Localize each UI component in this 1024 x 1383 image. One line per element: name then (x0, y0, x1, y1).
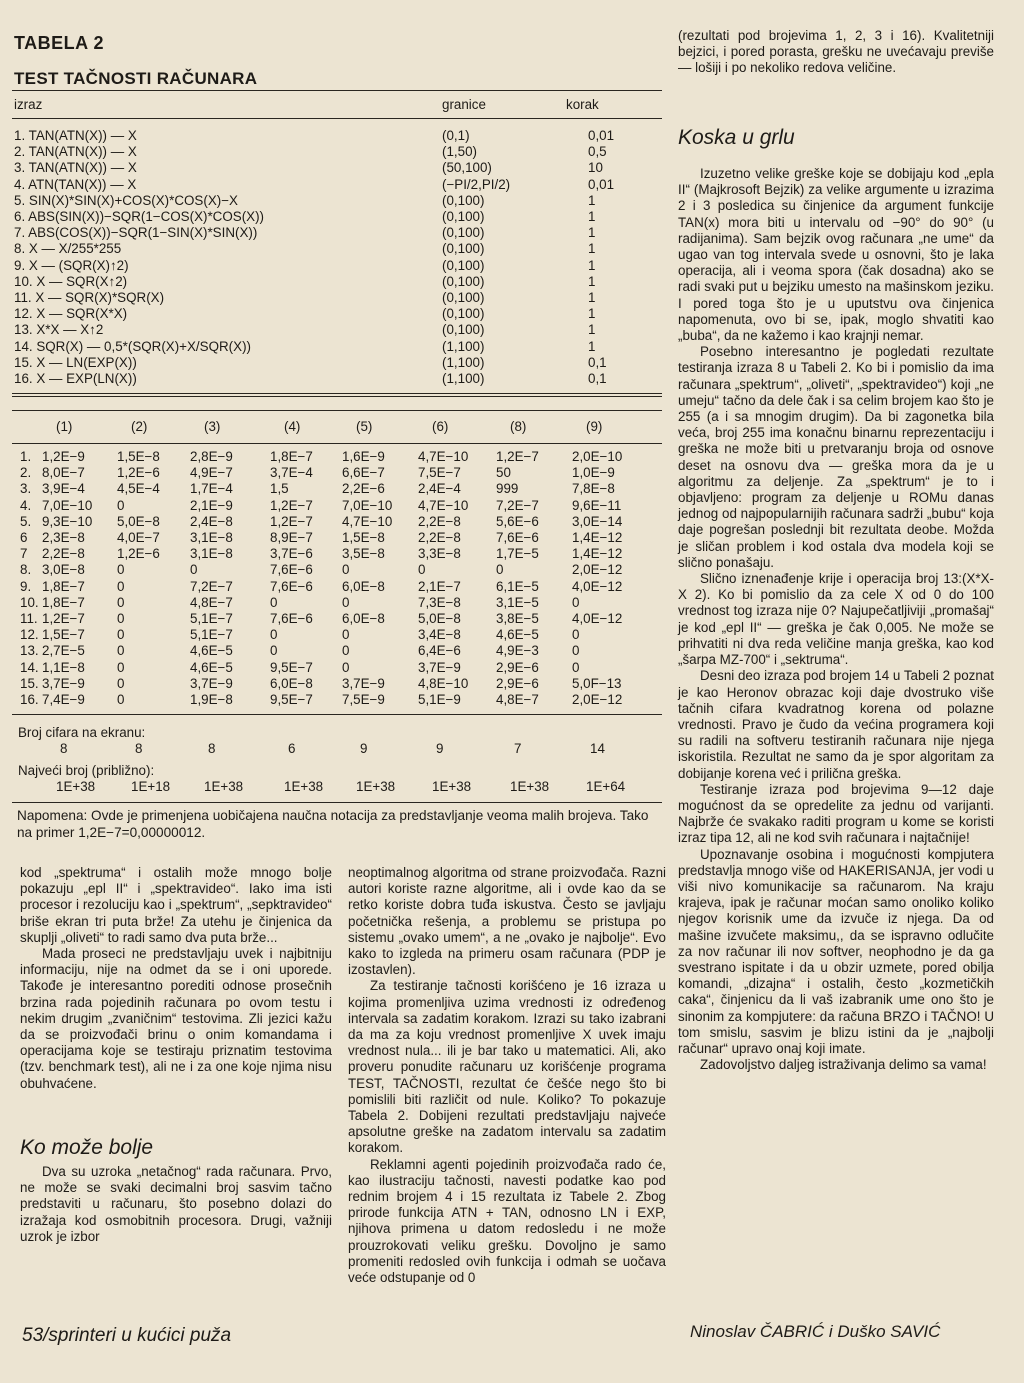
table-row (14, 306, 664, 322)
result-cell: 1,8E−7 (42, 594, 85, 610)
result-cell: 0 (117, 497, 125, 513)
maxnum-row (14, 779, 664, 797)
result-cell: 1,5E−8 (342, 530, 385, 545)
result-cell: 2,1E−9 (190, 497, 233, 513)
result-cell: 2,0E−10 (572, 449, 623, 464)
table-row (14, 160, 664, 176)
result-cell: 1,4E−12 (572, 530, 623, 545)
result-cell: 1,8E−7 (42, 578, 85, 594)
result-cell: 1,0E−9 (572, 465, 615, 481)
result-cell: 4,6E−5 (190, 659, 233, 675)
table-row (14, 498, 664, 514)
row-expression: 11. X — SQR(X)*SQR(X) (14, 290, 165, 305)
row-number: 12. (20, 627, 39, 643)
table-row (14, 449, 664, 465)
page-footer: 53/sprinteri u kućici puža (22, 1325, 232, 1346)
result-cell: 5,1E−7 (190, 611, 233, 626)
result-cell: 3,1E−8 (190, 530, 233, 545)
result-cell: 0 (117, 659, 125, 675)
digits-cell: 8 (208, 741, 216, 756)
digits-cell: 7 (514, 741, 522, 756)
digits-cell: 6 (288, 741, 296, 756)
table-header (14, 97, 664, 117)
row-number: 6 (20, 530, 28, 545)
result-cell: 1,2E−7 (270, 513, 313, 529)
digits-row (14, 741, 664, 759)
table-row (14, 241, 664, 257)
result-cell: 1,2E−7 (496, 449, 539, 464)
left-heading: Ko može bolje (20, 1136, 154, 1159)
table-row (14, 355, 664, 371)
result-cell: 1,5E−8 (117, 449, 160, 464)
row-range: (0,100) (442, 209, 485, 224)
row-number: 3. (20, 481, 32, 497)
result-cell: 4,8E−10 (418, 675, 469, 691)
result-cell: 7,6E−6 (496, 530, 539, 545)
result-cell: 7,2E−7 (496, 497, 539, 513)
result-cell: 5,1E−7 (190, 627, 233, 643)
paragraph: Desni deo izraza pod brojem 14 u Tabeli 2 poznat je kao Heronov obrazac koji daje dvostruko više tačnih cifara kvadratnog korena od polazne vrednosti. Pravo je čudo da većina programera koji su radili na softveru testiranih računara nije njega iskoristila. Rezultat ne samo da je spor algoritam za dobijanje korena već i prilična greška. (678, 668, 994, 781)
row-range: (0,100) (442, 192, 485, 208)
paragraph: Za testiranje tačnosti korišćeno je 16 izraza u kojima promenljiva uzima vrednosti iz određenog intervala sa zadatim korakom. Izrazi su tako izabrani da ma za koju vrednost promenljive X uvek imaju vrednost nula... ili je bar tako u matematici. Ali, ako proveru ponudite računaru uz korišćenje programa TEST, TAČNOSTI, rezultat će češće nego što bi pomislili biti različit od nule. Koliko? To pokazuje Tabela 2. Dobijeni rezultati predstavljaju najveće apsolutne greške na zadatom intervalu sa zadatim korakom. (348, 978, 666, 1156)
result-cell: 3,3E−8 (418, 546, 461, 562)
left-column (20, 865, 332, 1092)
row-number: 15. (20, 675, 39, 691)
row-range: (50,100) (442, 160, 492, 176)
result-cell: 0 (572, 627, 580, 643)
result-cell: 4,5E−4 (117, 481, 160, 497)
maxnum-cell: 1E+38 (432, 779, 472, 794)
result-cell: 1,1E−8 (42, 659, 85, 675)
result-cell: 3,5E−8 (342, 546, 385, 562)
result-cell: 50 (496, 465, 511, 481)
row-step: 1 (588, 241, 596, 257)
table-row (14, 627, 664, 643)
result-cell: 7,0E−10 (342, 497, 393, 513)
note-rule (12, 802, 662, 803)
result-cell: 0 (190, 562, 198, 578)
result-cell: 7,0E−10 (42, 497, 93, 513)
results-bottom-rule (12, 714, 662, 715)
result-cell: 3,7E−9 (342, 675, 385, 691)
result-cell: 8,0E−7 (42, 465, 85, 481)
result-cell: 3,0E−8 (42, 562, 85, 578)
row-range: (0,100) (442, 273, 485, 289)
results-top-rule (12, 410, 662, 411)
header-rule (12, 118, 662, 119)
result-cell: 7,2E−7 (190, 578, 233, 594)
result-cell: 5,0E−8 (117, 513, 160, 529)
header-step: korak (566, 97, 599, 112)
result-cell: 6,1E−5 (496, 578, 539, 594)
row-number: 10. (20, 594, 39, 610)
result-cell: 0 (342, 562, 350, 578)
row-step: 0,01 (588, 128, 615, 143)
maxnum-cell: 1E+64 (586, 779, 626, 794)
result-cell: 2,2E−8 (418, 513, 461, 529)
result-cell: 0 (342, 659, 350, 675)
table-row (14, 465, 664, 481)
table-row (14, 562, 664, 578)
row-step: 0,5 (588, 144, 607, 160)
result-cell: 2,9E−6 (496, 675, 539, 691)
row-step: 1 (588, 290, 596, 305)
row-step: 1 (588, 192, 596, 208)
result-cell: 4,0E−12 (572, 611, 623, 626)
table-row (14, 595, 664, 611)
results-header (14, 419, 664, 437)
paragraph: Izuzetno velike greške koje se dobijaju kod „epla II“ (Majkrosoft Bejzik) za velike argumente u izrazima 2 i 3 posledica su činjenice da argument funkcije TAN(x) mora biti u intervalu od −90° do 90° (u radijanima). Sam bejzik ovog računara „ne ume“ da ugao van tog intervala svede u osnovni, što je laka operacija, ali i veoma spora (čak dosadna) ako se radi svaki put u bejziku umesto na mašinskom jeziku. I pored toga što je u uputstvu ova činjenica napomenuta, ovo bi se, ipak, moglo shvatiti kao „buba“, da ne kažemo i kao krajnji nemar. (678, 166, 994, 344)
row-step: 1 (588, 257, 596, 273)
result-cell: 4,8E−7 (190, 594, 233, 610)
result-cell: 7,3E−8 (418, 594, 461, 610)
table-row (14, 579, 664, 595)
table-note: Napomena: Ovde je primenjena uobičajena naučna notacija za predstavljanje veoma malih brojeva. Tako na primer 1,2E−7=0,00000012. (17, 808, 649, 840)
row-expression: 1. TAN(ATN(X)) — X (14, 128, 137, 143)
table-row (14, 225, 664, 241)
table-row (14, 193, 664, 209)
maxnum-cell: 1E+38 (510, 779, 550, 794)
result-cell: 7,5E−9 (342, 692, 385, 707)
paragraph: Dva su uzroka „netačnog“ rada računara. Prvo, ne može se svaki decimalni broj sasvim tačno predstaviti u računaru, što posebno dolazi do izražaja kod osmobitnih procesora. Drugi, važniji uzrok je izbor (20, 1164, 332, 1244)
result-cell: 6,0E−8 (342, 578, 385, 594)
results-column-header: (8) (510, 419, 527, 434)
result-cell: 4,9E−7 (190, 465, 233, 481)
row-range: (0,100) (442, 290, 485, 305)
table-row (14, 274, 664, 290)
result-cell: 0 (572, 594, 580, 610)
row-expression: 2. TAN(ATN(X)) — X (14, 144, 137, 160)
row-expression: 9. X — (SQR(X)↑2) (14, 257, 129, 273)
row-number: 8. (20, 562, 32, 578)
table-row (14, 676, 664, 692)
result-cell: 0 (342, 627, 350, 643)
result-cell: 0 (418, 562, 426, 578)
result-cell: 3,8E−5 (496, 611, 539, 626)
result-cell: 2,4E−8 (190, 513, 233, 529)
result-cell: 7,6E−6 (270, 578, 313, 594)
result-cell: 6,4E−6 (418, 643, 461, 659)
table-row (14, 611, 664, 627)
result-cell: 2,7E−5 (42, 643, 85, 659)
result-cell: 2,8E−9 (190, 449, 233, 464)
maxnum-cell: 1E+38 (284, 779, 324, 794)
result-cell: 4,6E−5 (496, 627, 539, 643)
result-cell: 1,4E−12 (572, 546, 623, 562)
result-cell: 1,2E−7 (42, 611, 85, 626)
result-cell: 6,6E−7 (342, 465, 385, 481)
result-cell: 1,6E−9 (342, 449, 385, 464)
result-cell: 5,0F−13 (572, 675, 622, 691)
result-cell: 0 (117, 692, 125, 707)
result-cell: 7,6E−6 (270, 562, 313, 578)
row-range: (1,50) (442, 144, 477, 160)
result-cell: 7,8E−8 (572, 481, 615, 497)
result-cell: 3,7E−9 (190, 675, 233, 691)
result-cell: 6,0E−8 (270, 675, 313, 691)
digits-label: Broj cifara na ekranu: (18, 725, 146, 740)
table-row (14, 177, 664, 193)
row-range: (0,100) (442, 306, 485, 322)
right-column-top: (rezultati pod brojevima 1, 2, 3 i 16). Kvalitetniji bejzici, i pored porasta, grešku ne uvećavaju previše — lošiji i po nekoliko redova veličine. (678, 28, 994, 76)
row-step: 0,01 (588, 176, 615, 192)
maxnum-cell: 1E+18 (131, 779, 171, 794)
digits-cell: 14 (590, 741, 605, 756)
left-column-continued (20, 1164, 332, 1245)
result-cell: 2,0E−12 (572, 562, 623, 578)
row-step: 1 (588, 209, 596, 224)
row-step: 1 (588, 225, 596, 241)
result-cell: 5,0E−8 (418, 611, 461, 626)
table-row (14, 530, 664, 546)
table-row (14, 660, 664, 676)
result-cell: 1,2E−6 (117, 465, 160, 481)
row-number: 9. (20, 578, 32, 594)
table-title: TEST TAČNOSTI RAČUNARA (14, 69, 258, 88)
result-cell: 4,8E−7 (496, 692, 539, 707)
table-row (14, 322, 664, 338)
result-cell: 7,6E−6 (270, 611, 313, 626)
result-cell: 9,3E−10 (42, 513, 93, 529)
result-cell: 2,3E−8 (42, 530, 85, 545)
result-cell: 2,4E−4 (418, 481, 461, 497)
result-cell: 1,2E−9 (42, 449, 85, 464)
result-cell: 4,0E−12 (572, 578, 623, 594)
result-cell: 5,1E−9 (418, 692, 461, 707)
result-cell: 1,5E−7 (42, 627, 85, 643)
digits-cell: 8 (60, 741, 68, 756)
result-cell: 0 (117, 594, 125, 610)
table-row (14, 128, 664, 144)
table-row (14, 643, 664, 659)
result-cell: 0 (117, 675, 125, 691)
result-cell: 4,7E−10 (418, 497, 469, 513)
title-rule (12, 90, 662, 91)
result-cell: 3,0E−14 (572, 513, 623, 529)
header-expr: izraz (14, 97, 43, 112)
table-label: TABELA 2 (14, 33, 105, 53)
result-cell: 1,5 (270, 481, 289, 497)
middle-column (348, 865, 666, 1286)
result-cell: 3,1E−8 (190, 546, 233, 562)
result-cell: 3,7E−6 (270, 546, 313, 562)
results-column-header: (1) (56, 419, 73, 434)
paragraph: kod „spektruma“ i ostalih može mnogo bolje pokazuju „epl II“ i „spektravideo“. Iako ima isti procesor i rezoluciju kao i „spektrum“, „sepktravideo“ briše ekran tri puta brže! Za utehu je činjenica da skuplji „oliveti“ to radi samo dva puta brže... (20, 865, 332, 945)
paragraph: Reklamni agenti pojedinih proizvođača rado će, kao ilustraciju tačnosti, navesti podatke kao pod rednim brojem 4 i 15 rezultata iz Tabele 2. Zbog prirode funkcija ATN + TAN, odnosno LN i EXP, njihova primena u datom redosledu i ne može prouzrokovati veliku grešku. Dovoljno je samo promeniti redosled ovih funkcija i odmah se uočava veće odstupanje od 0 (348, 1156, 666, 1286)
row-range: (1,100) (442, 338, 485, 354)
result-cell: 2,9E−6 (496, 659, 539, 675)
right-column (678, 166, 994, 1073)
result-cell: 2,0E−12 (572, 692, 623, 707)
row-number: 7 (20, 546, 28, 562)
row-number: 11. (20, 611, 38, 626)
expr-rule-2 (12, 396, 662, 397)
row-expression: 14. SQR(X) — 0,5*(SQR(X)+X/SQR(X)) (14, 338, 251, 354)
result-cell: 6,0E−8 (342, 611, 385, 626)
paragraph: Testiranje izraza pod brojevima 9—12 daje mogućnost da se opredelite za jednu od varijanti. Najbrže će svakako raditi program u kome se koristi izraz tipa 12, ali ne kod svih računara i najtačnije! (678, 781, 994, 846)
result-cell: 0 (117, 611, 125, 626)
result-cell: 3,4E−8 (418, 627, 461, 643)
row-step: 1 (588, 322, 596, 338)
row-step: 1 (588, 338, 596, 354)
header-range: granice (442, 97, 486, 112)
paragraph: Slično iznenađenje krije i operacija broj 13:(X*X-X 2). Ko bi pomislio da za cele X od 0 do 100 vrednost tog izraza nije 0? Najupečatljiviji „promašaj“ je kod „epl II“ — greška je čak 0,005. Ne može se prihvatiti ni dva reda veličine manja greška, kao kod „šarpa MZ-700“ i „sektruma“. (678, 571, 994, 668)
result-cell: 0 (342, 594, 350, 610)
digits-cell: 8 (135, 741, 143, 756)
result-cell: 3,9E−4 (42, 481, 85, 497)
row-expression: 16. X — EXP(LN(X)) (14, 371, 137, 386)
row-expression: 12. X — SQR(X*X) (14, 306, 128, 322)
result-cell: 1,9E−8 (190, 692, 233, 707)
maxnum-label: Najveći broj (približno): (18, 763, 155, 778)
row-step: 1 (588, 306, 596, 322)
paragraph: Upoznavanje osobina i mogućnosti kompjutera predstavlja mnogo više od HAKERISANJA, jer vodi u viši nivo komunikacije sa računarom. Na kraju krajeva, ipak je računar moćan samo onoliko koliko njegov korisnik ume da izvuče iz njega. Da od mašine izvučete maksimu,, da se ispravno odlučite za nov računar ili nov softver, neophodno je da ga svestrano ispitate i da u obzir uzmete, pored obilja komandi, „dizajna“ i ostalih, često „kozmetičkih caka“, činjenicu da li vaš izabranik ume ono što je sinonim za kompjutere: da računa BRZO i TAČNO! U tom smislu, sasvim je blizu istini da je „najbolji računar“ upravo onaj koji imate. (678, 846, 994, 1056)
maxnum-cell: 1E+38 (356, 779, 396, 794)
expression-table (14, 128, 664, 390)
results-column-header: (4) (284, 419, 301, 434)
row-expression: 8. X — X/255*255 (14, 241, 122, 257)
row-step: 10 (588, 160, 603, 176)
row-range: (0,100) (442, 322, 485, 338)
result-cell: 1,8E−7 (270, 449, 313, 464)
result-cell: 0 (117, 578, 125, 594)
row-range: (0,100) (442, 257, 485, 273)
results-column-header: (3) (204, 419, 221, 434)
result-cell: 4,9E−3 (496, 643, 539, 659)
row-step: 0,1 (588, 371, 607, 386)
results-header-rule (12, 443, 662, 444)
table-row (14, 290, 664, 306)
table-row (14, 371, 664, 387)
table-row (14, 692, 664, 708)
result-cell: 1,2E−7 (270, 497, 313, 513)
right-heading: Koska u grlu (678, 126, 795, 149)
result-cell: 2,2E−6 (342, 481, 385, 497)
table-row (14, 209, 664, 225)
digits-cell: 9 (360, 741, 368, 756)
row-number: 16. (20, 692, 39, 707)
results-column-header: (2) (131, 419, 148, 434)
row-expression: 5. SIN(X)*SIN(X)+COS(X)*COS(X)−X (14, 192, 238, 208)
result-cell: 2,2E−8 (42, 546, 85, 562)
row-range: (0,100) (442, 241, 485, 257)
paragraph: neoptimalnog algoritma od strane proizvođača. Razni autori koriste razne algoritme, ali i ovde kao da se retko koriste dobra tuđa iskustva. Često se javljaju početnička rešenja, a problemu se pristupa po sistemu „ovako umem“, a ne „ovako je najbolje“. Evo kako to izgleda na primeru osam računara (PDP je izostavlen). (348, 865, 666, 978)
row-range: (0,100) (442, 225, 485, 241)
result-cell: 3,7E−4 (270, 465, 313, 481)
results-column-header: (5) (356, 419, 373, 434)
row-expression: 3. TAN(ATN(X)) — X (14, 160, 137, 176)
result-cell: 3,7E−9 (418, 659, 461, 675)
table-row (14, 258, 664, 274)
row-expression: 7. ABS(COS(X))−SQR(1−SIN(X)*SIN(X)) (14, 225, 258, 241)
result-cell: 2,1E−7 (418, 578, 461, 594)
result-cell: 4,6E−5 (190, 643, 233, 659)
table-row (14, 339, 664, 355)
paragraph: Zadovoljstvo daljeg istraživanja delimo sa vama! (700, 1057, 987, 1073)
result-cell: 0 (270, 594, 278, 610)
result-cell: 0 (117, 562, 125, 578)
digits-cell: 9 (436, 741, 444, 756)
result-cell: 9,5E−7 (270, 692, 313, 707)
result-cell: 0 (270, 627, 278, 643)
result-cell: 0 (270, 643, 278, 659)
result-cell: 3,7E−9 (42, 675, 85, 691)
row-number: 4. (20, 497, 32, 513)
paragraph: Posebno interesantno je pogledati rezultate testiranja izraza 8 u Tabeli 2. Ko bi i pomislio da ima računara „spektrum“, „oliveti“, „spektravideo“) koji „ne umeju“ tačno da dele čak i sa celim brojem kao što je 255 (a i sa mnogim drugim). Da bi zagonetka bila veća, broj 255 ima konačnu binarnu reprezentaciju i greška ne može biti u pretvaranju broja od osnove deset na osnovu dva — greška mora da je u algoritmu za deljenje. Za „spektrum“ je to i objavljeno: program za deljenje u ROMu danas jednog od najpopularnijih računara sadrži „bubu“ koja daje pogrešan poslednji bit rezultata deobe. Možda je sličan problem i kod ostala dva modela koji se slično ponašaju. (678, 344, 994, 570)
result-cell: 3,1E−5 (496, 594, 539, 610)
result-cell: 0 (117, 627, 125, 643)
row-number: 2. (20, 465, 32, 481)
maxnum-cell: 1E+38 (56, 779, 96, 794)
result-cell: 9,6E−11 (572, 497, 622, 513)
result-cell: 5,6E−6 (496, 513, 539, 529)
table-row (14, 481, 664, 497)
row-range: (0,1) (442, 128, 470, 143)
row-number: 5. (20, 513, 32, 529)
maxnum-cell: 1E+38 (204, 779, 244, 794)
row-number: 13. (20, 643, 39, 659)
results-column-header: (9) (586, 419, 603, 434)
results-table (14, 449, 664, 711)
result-cell: 4,7E−10 (342, 513, 393, 529)
result-cell: 1,7E−4 (190, 481, 233, 497)
result-cell: 1,2E−6 (117, 546, 160, 562)
row-number: 14. (20, 659, 39, 675)
result-cell: 4,0E−7 (117, 530, 160, 545)
row-expression: 10. X — SQR(X↑2) (14, 273, 128, 289)
result-cell: 7,4E−9 (42, 692, 85, 707)
authors: Ninoslav ČABRIĆ i Duško SAVIĆ (690, 1322, 941, 1341)
result-cell: 0 (572, 643, 580, 659)
row-expression: 13. X*X — X↑2 (14, 322, 104, 338)
result-cell: 7,5E−7 (418, 465, 461, 481)
table-row (14, 546, 664, 562)
table-row (14, 144, 664, 160)
expr-rule-1 (12, 393, 662, 394)
result-cell: 9,5E−7 (270, 659, 313, 675)
row-expression: 4. ATN(TAN(X)) — X (14, 176, 137, 192)
result-cell: 1,7E−5 (496, 546, 539, 562)
results-column-header: (6) (432, 419, 449, 434)
row-range: (1,100) (442, 371, 485, 386)
result-cell: 0 (117, 643, 125, 659)
result-cell: 2,2E−8 (418, 530, 461, 545)
row-range: (−PI/2,PI/2) (442, 176, 511, 192)
row-expression: 15. X — LN(EXP(X)) (14, 354, 137, 370)
result-cell: 4,7E−10 (418, 449, 469, 464)
row-step: 0,1 (588, 354, 607, 370)
table-row (14, 514, 664, 530)
row-expression: 6. ABS(SIN(X))−SQR(1−COS(X)*COS(X)) (14, 209, 265, 224)
paragraph: Mada proseci ne predstavljaju uvek i najbitniju informaciju, nije na odmet da se i oni uporede. Takođe je interesantno porediti odnose prosečnih brzina rada pojedinih računara po ovom testu i nekim drugim „zvaničnim“ testovima. Zli jezici kažu da se proizvođači brinu o onim komandama i operacijama koje se testiraju priznatim testovima (tzv. benchmark test), ali ne i za one koje njima nisu obuhvaćene. (20, 946, 332, 1091)
result-cell: 8,9E−7 (270, 530, 313, 545)
row-number: 1. (20, 449, 32, 464)
row-range: (1,100) (442, 354, 485, 370)
result-cell: 999 (496, 481, 519, 497)
result-cell: 0 (342, 643, 350, 659)
result-cell: 0 (496, 562, 504, 578)
row-step: 1 (588, 273, 596, 289)
result-cell: 0 (572, 659, 580, 675)
